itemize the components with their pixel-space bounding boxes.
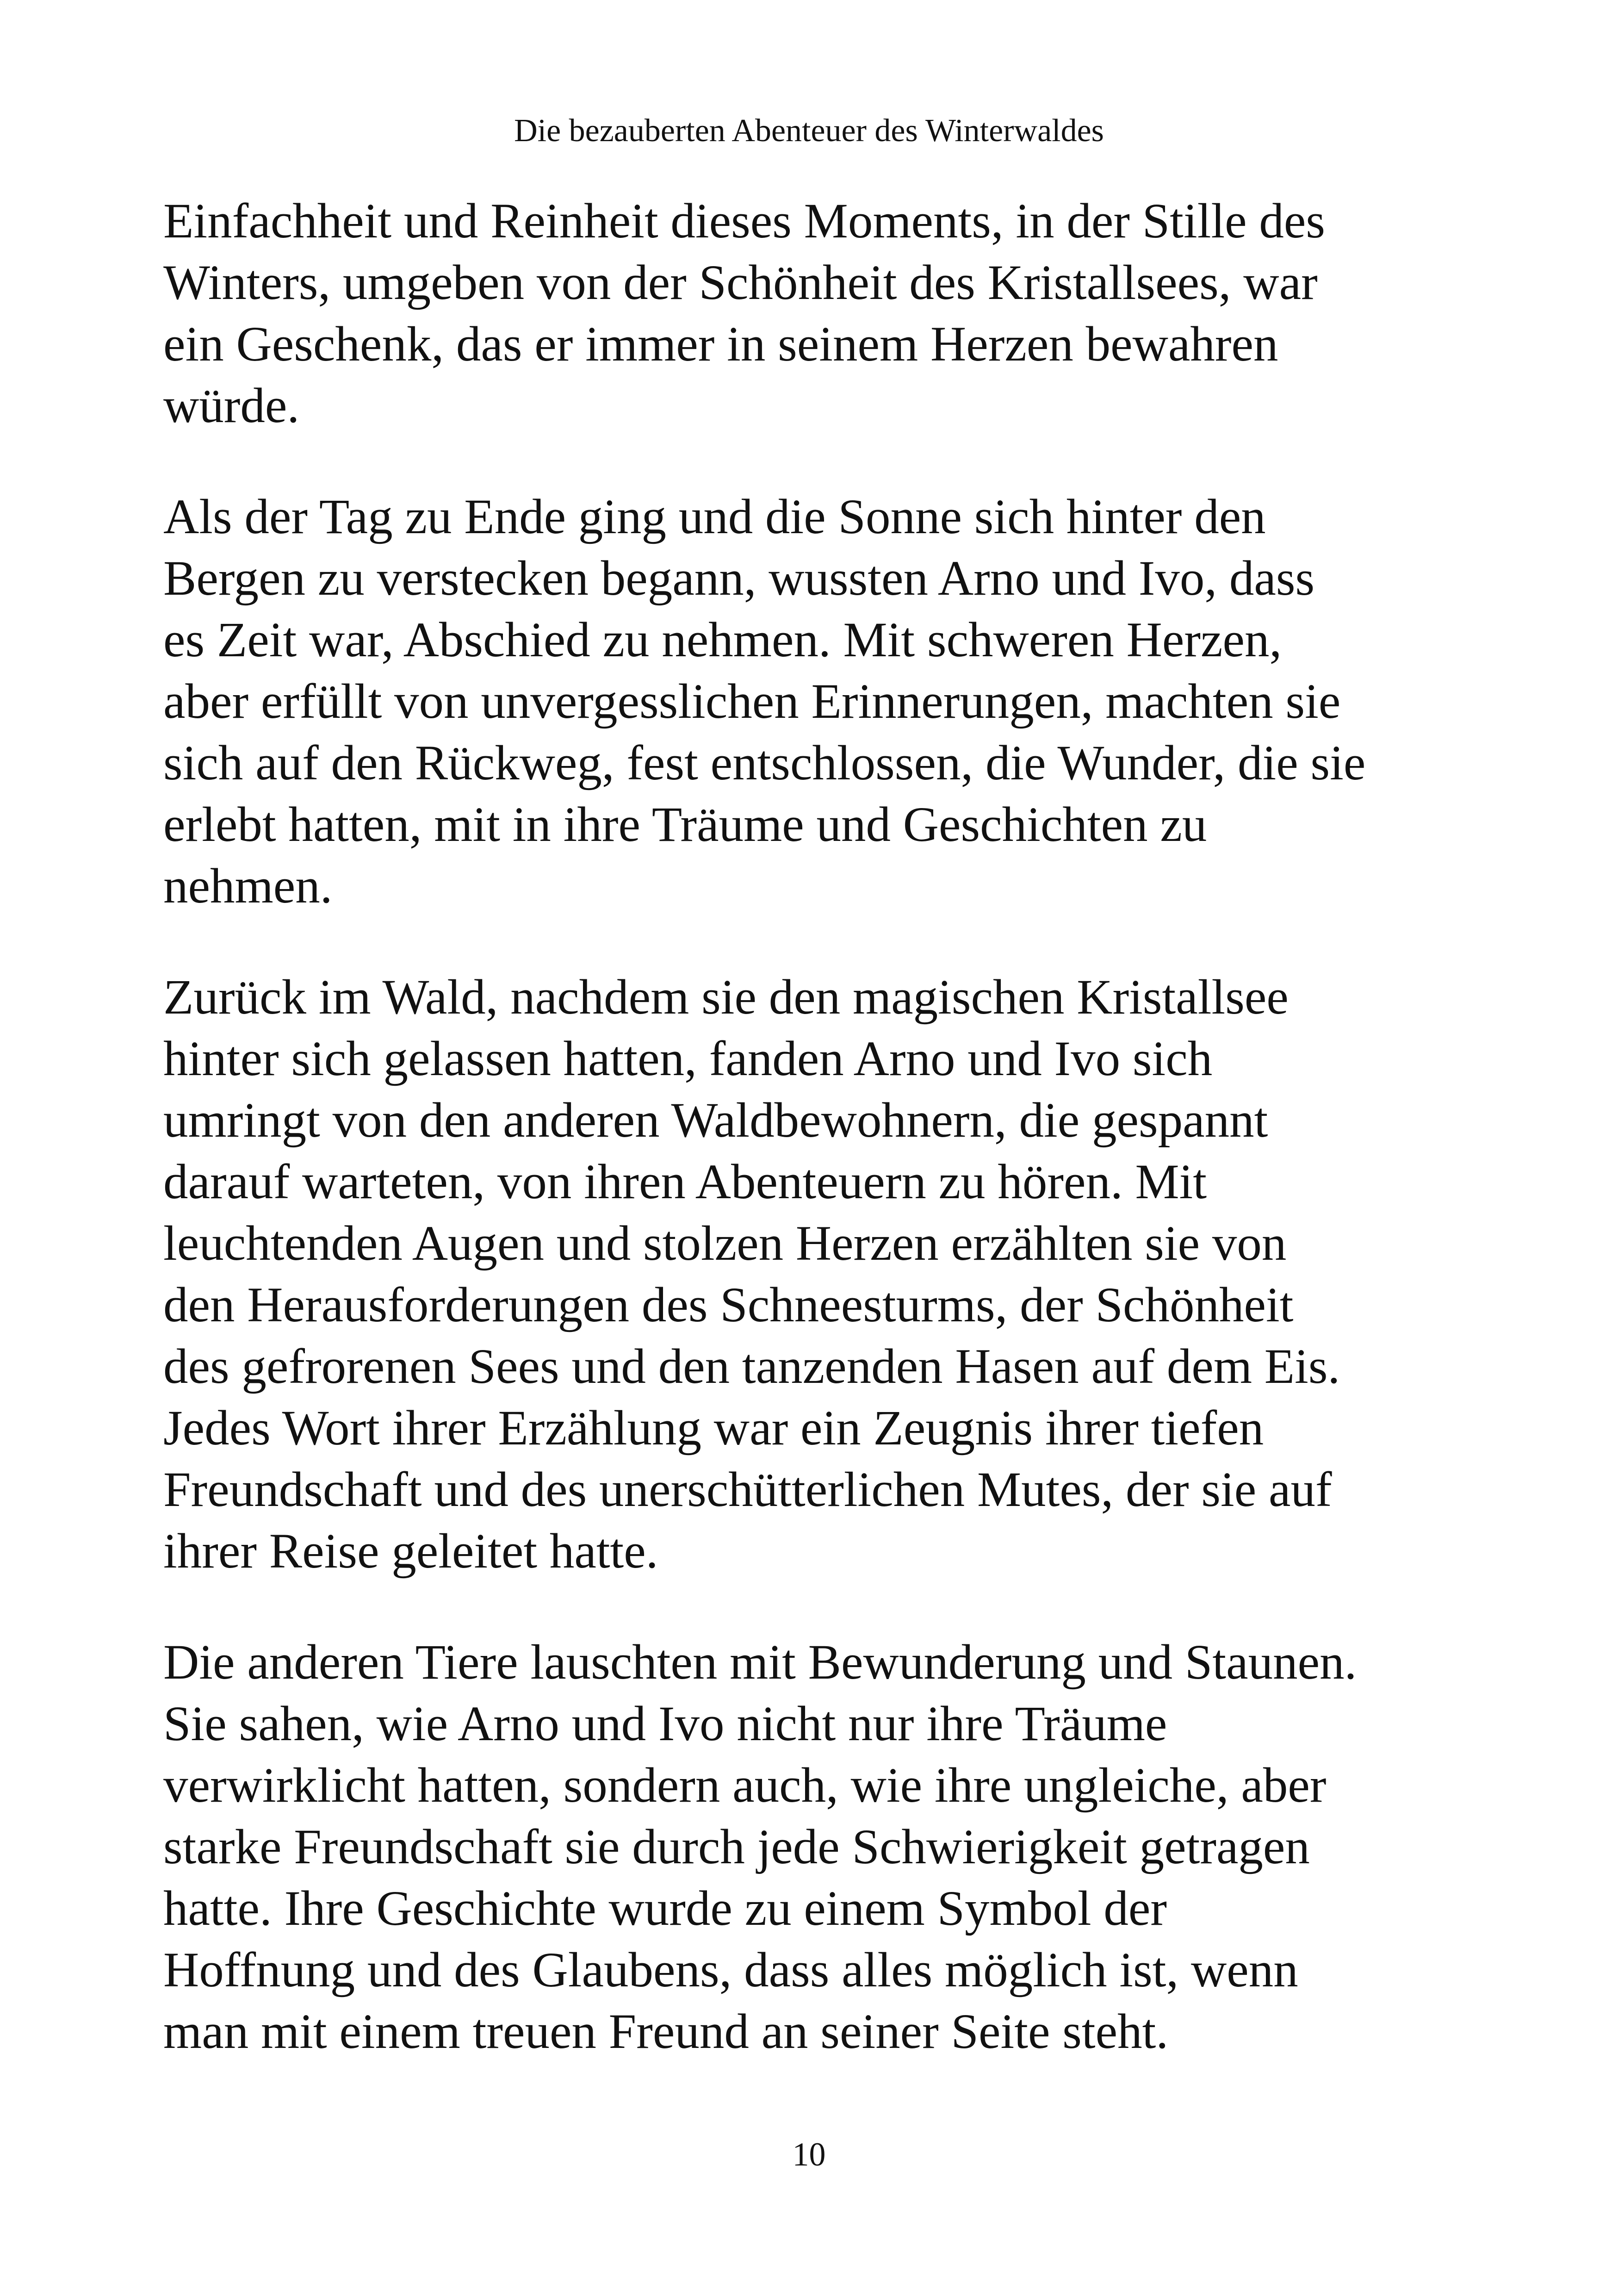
text-line: hinter sich gelassen hatten, fanden Arno und Ivo sich [163,1032,1213,1086]
text-line: des gefrorenen Sees und den tanzenden Hasen auf dem Eis. [163,1339,1340,1394]
text-line: verwirklicht hatten, sondern auch, wie ihre ungleiche, aber [163,1758,1327,1813]
text-line: leuchtenden Augen und stolzen Herzen erzählten sie von [163,1216,1287,1271]
text-line: Bergen zu verstecken begann, wussten Arno und Ivo, dass [163,551,1315,606]
text-line: es Zeit war, Abschied zu nehmen. Mit schweren Herzen, [163,613,1282,667]
text-line: man mit einem treuen Freund an seiner Seite steht. [163,2004,1169,2059]
text-line: Die anderen Tiere lauschten mit Bewunderung und Staunen. [163,1635,1357,1690]
text-line: starke Freundschaft sie durch jede Schwierigkeit getragen [163,1820,1310,1874]
text-line: Als der Tag zu Ende ging und die Sonne sich hinter den [163,490,1266,544]
text-line: ihrer Reise geleitet hatte. [163,1524,658,1579]
text-line: den Herausforderungen des Schneesturms, der Schönheit [163,1278,1294,1332]
text-line: Sie sahen, wie Arno und Ivo nicht nur ihre Träume [163,1697,1167,1751]
paragraph [163,191,1459,437]
paragraph-spacer [163,1582,1459,1632]
text-line: sich auf den Rückweg, fest entschlossen, die Wunder, die sie [163,736,1366,790]
page-number: 10 [792,2136,826,2173]
running-header: Die bezauberten Abenteuer des Winterwaldes [514,113,1104,149]
text-line: Freundschaft und des unerschütterlichen Mutes, der sie auf [163,1462,1332,1517]
text-line: Hoffnung und des Glaubens, dass alles möglich ist, wenn [163,1943,1298,1997]
text-line: erlebt hatten, mit in ihre Träume und Geschichten zu [163,797,1207,852]
paragraph [163,967,1459,1582]
paragraph [163,1632,1459,2063]
text-line: würde. [163,379,300,433]
text-line: Zurück im Wald, nachdem sie den magischen Kristallsee [163,970,1289,1025]
text-line: nehmen. [163,859,333,914]
text-line: ein Geschenk, das er immer in seinem Herzen bewahren [163,317,1278,372]
body-text [163,191,1459,2063]
paragraph [163,486,1459,917]
text-line: umringt von den anderen Waldbewohnern, die gespannt [163,1093,1268,1148]
text-line: aber erfüllt von unvergesslichen Erinnerungen, machten sie [163,674,1341,729]
text-line: Winters, umgeben von der Schönheit des Kristallsees, war [163,255,1318,310]
paragraph-spacer [163,917,1459,967]
text-line: darauf warteten, von ihren Abenteuern zu hören. Mit [163,1155,1207,1209]
paragraph-spacer [163,437,1459,486]
text-line: hatte. Ihre Geschichte wurde zu einem Symbol der [163,1881,1167,1936]
text-line: Einfachheit und Reinheit dieses Moments, in der Stille des [163,194,1326,249]
text-line: Jedes Wort ihrer Erzählung war ein Zeugnis ihrer tiefen [163,1401,1264,1456]
